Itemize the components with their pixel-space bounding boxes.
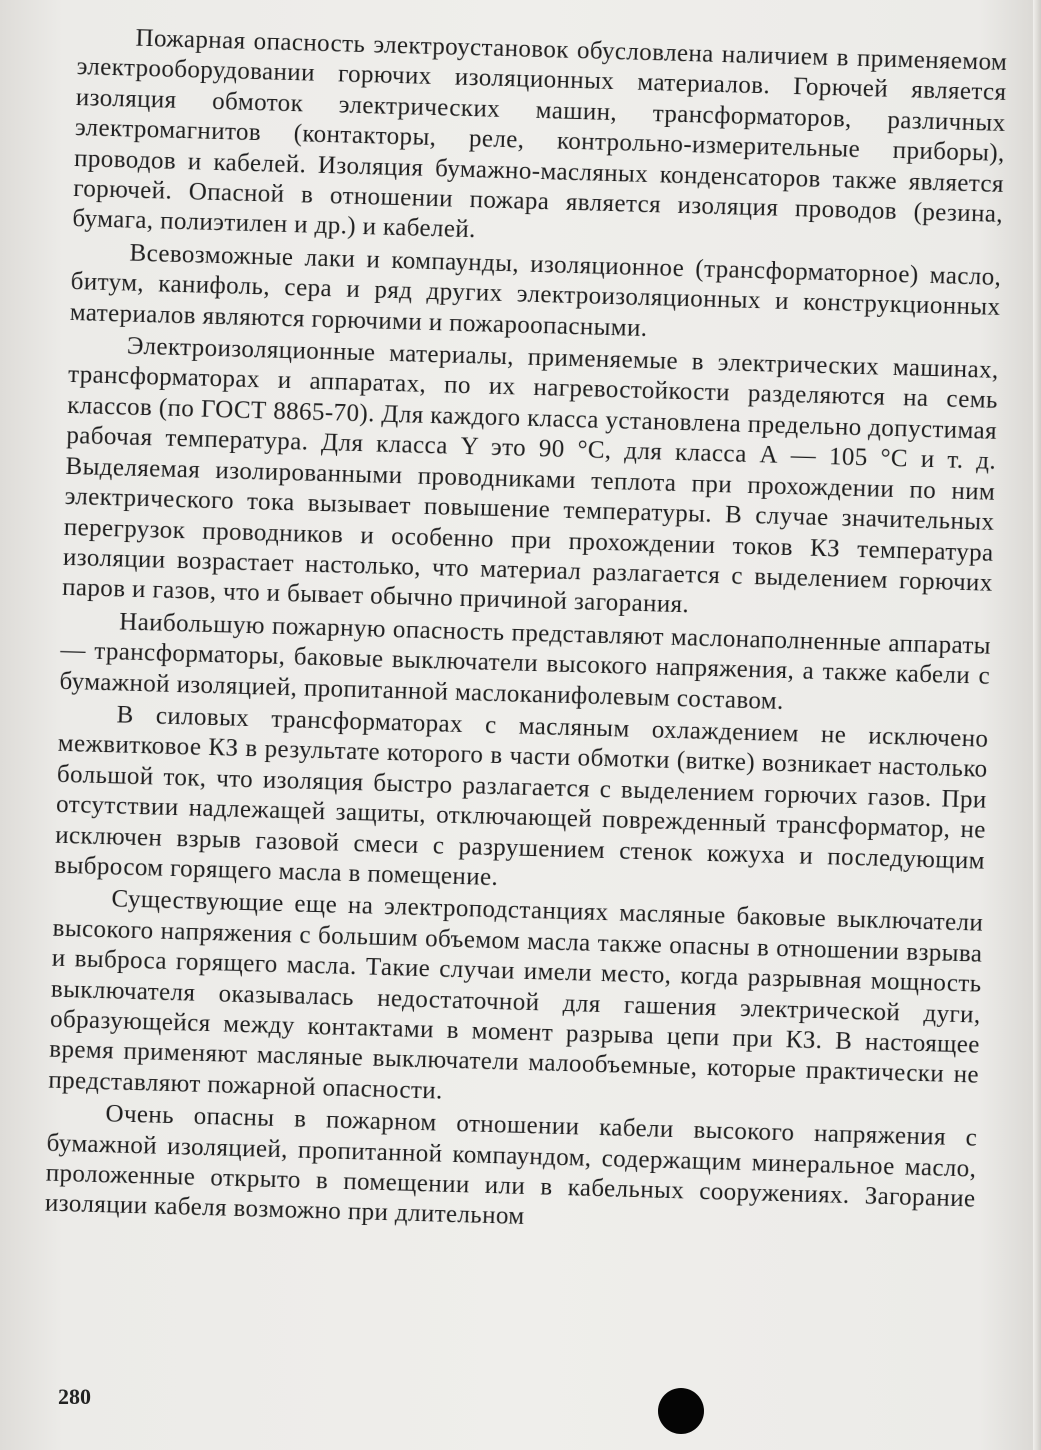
paragraph-5: В силовых трансформаторах с масляным охлаждением не исключено межвитковое КЗ в результате которого в части обмотки (витке) возникает настолько большой ток, что изоляция быстро разлагается с выделением горючих газов. При отсутствии надлежащей защиты, отключающей поврежденный трансформатор, не исключен взрыв газовой смеси с разрушением стенок кожуха и последующим выбросом горящего масла в помещение.: [54, 701, 989, 892]
page-edge-shadow: [1033, 0, 1041, 1450]
paragraph-2: Всевозможные лаки и компаунды, изоляционное (трансформаторное) масло, битум, канифоль, сера и ряд других электроизоляционных и конструкционных материалов являются горючими и пожароопасными.: [69, 239, 1002, 342]
paragraph-7: Очень опасны в пожарном отношении кабели высокого напряжения с бумажной изоляцией, пропитанной компаундом, содержащим минеральное масло, проложенные открыто в помещении или в кабельных сооружениях. Загорание изоляции кабеля возможно при длительном: [44, 1100, 978, 1231]
ink-blot: [658, 1388, 704, 1434]
paragraph-4: Наибольшую пожарную опасность представляют маслонаполненные аппараты — трансформаторы, баковые выключатели высокого напряжения, а также кабели с бумажной изоляцией, пропитанной маслоканифолевым составом.: [59, 608, 992, 715]
paragraph-3: Электроизоляционные материалы, применяемые в электрических машинах, трансформаторах и аппаратах, по их нагревостойкости разделяются на семь классов (по ГОСТ 8865-70). Для каждого класса установлена предельно допустимая рабочая температура. Для класса Y это 90 °С, для класса А — 105 °С и т. д. Выделяемая изолированными проводниками теплота при прохождении по ним электрического тока вызывает повышение температуры. В случае значительных перегрузок проводников и особенно при прохождении токов КЗ температура изоляции возрастает настолько, что материал разлагается с выделением горючих паров и газов, что и бывает обычно причиной загорания.: [61, 332, 1000, 619]
text-column: [45, 22, 1008, 1245]
paragraph-1: Пожарная опасность электроустановок обусловлена наличием в применяемом электрооборудовании горючих изоляционных материалов. Горючей является изоляция обмоток электрических машин, трансформаторов, различных электромагнитов (контакторы, реле, контрольно-измерительные приборы), проводов и кабелей. Изоляция бумажно-масляных конденсаторов также является горючей. Опасной в отношении пожара является изоляция проводов (резина, бумага, полиэтилен и др.) и кабелей.: [72, 24, 1008, 244]
page-number: 280: [58, 1384, 91, 1409]
paragraph-6: Существующие еще на электроподстанциях масляные баковые выключатели высокого напряжения с большим объемом масла также опасны в отношении взрыва и выброса горящего масла. Такие случаи имели место, когда разрывная мощность выключателя оказывалась недостаточной для гашения электрической дуги, образующейся между контактами в момент разрыва цепи при КЗ. В настоящее время применяют масляные выключатели малообъемные, которые практически не представляют пожарной опасности.: [48, 885, 984, 1105]
